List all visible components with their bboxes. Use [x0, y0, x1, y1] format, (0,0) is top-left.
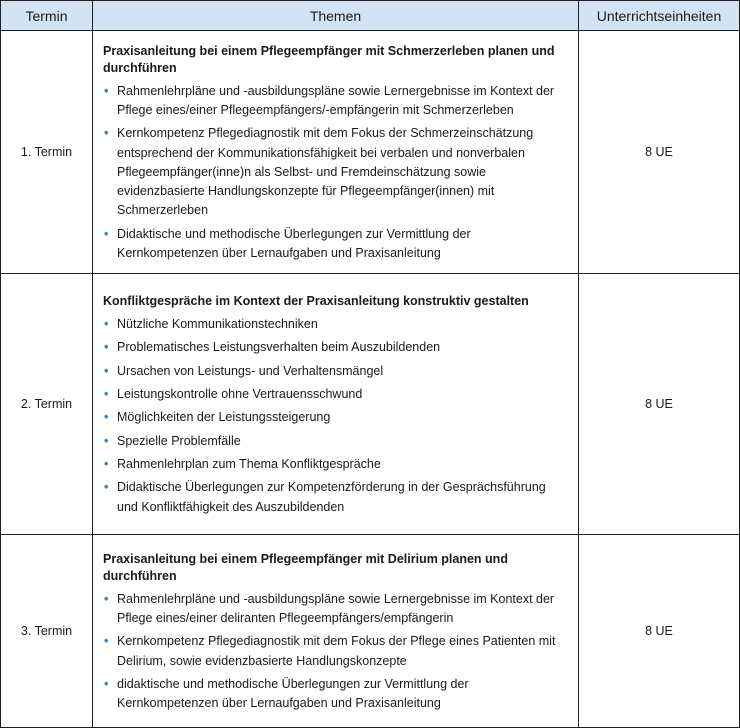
bullet-icon: •: [104, 387, 109, 402]
bullet-icon: •: [104, 126, 109, 141]
table-row: [1, 535, 740, 728]
list-item: [103, 124, 568, 220]
ue-cell: 8 UE: [579, 274, 740, 535]
list-item-text: Problematisches Leistungsverhalten beim Auszubildenden: [117, 340, 441, 355]
bullet-icon: •: [104, 676, 109, 691]
topic-title: Konfliktgespräche im Kontext der Praxisanleitung konstruktiv gestalten: [103, 294, 529, 309]
list-item: [103, 82, 568, 121]
list-item: [103, 432, 568, 451]
bullet-icon: •: [104, 340, 109, 355]
table-row: [1, 274, 740, 535]
bullet-icon: •: [104, 83, 109, 98]
list-item: [103, 225, 568, 264]
bullet-icon: •: [104, 591, 109, 606]
list-item-text: Kernkompetenz Pflegediagnostik mit dem Fokus der Pflege eines Patienten mit Delirium, sowie evidenzbasierte Handlungskonzepte: [117, 634, 556, 668]
list-item-text: Kernkompetenz Pflegediagnostik mit dem Fokus der Schmerzeinschätzung entsprechend der Kommunikationsfähigkeit bei verbalen und nonverbalen Pflegeempfänger(inne)n als Selbst- und Fremdeinschätzung sowie evidenzbasierte Handlungskonzepte für Pflegeempfänger(innen) mit Schmerzerleben: [117, 126, 534, 218]
list-item-text: Nützliche Kommunikationstechniken: [117, 317, 318, 332]
bullet-icon: •: [104, 480, 109, 495]
list-item-text: Rahmenlehrpläne und -ausbildungspläne sowie Lernergebnisse im Kontext der Pflege eines/einer deliranten Pflegeempfängers/empfängerin: [117, 591, 555, 625]
topic-list: [103, 590, 568, 714]
list-item-text: Rahmenlehrpläne und -ausbildungspläne sowie Lernergebnisse im Kontext der Pflege eines/einer Pflegeempfängers/-empfängerin mit Schmerzerleben: [117, 83, 555, 117]
list-item: [103, 315, 568, 334]
list-item-text: Möglichkeiten der Leistungssteigerung: [117, 410, 331, 425]
themen-cell: [93, 274, 579, 535]
termin-cell: 3. Termin: [1, 535, 93, 728]
table-row: [1, 31, 740, 274]
list-item: [103, 362, 568, 381]
topic-title: Praxisanleitung bei einem Pflegeempfänger mit Delirium planen und durchführen: [103, 551, 508, 583]
list-item: [103, 385, 568, 404]
list-item-text: Rahmenlehrplan zum Thema Konfliktgespräche: [117, 456, 381, 471]
themen-cell: [93, 31, 579, 274]
list-item: [103, 632, 568, 671]
list-item-text: didaktische und methodische Überlegungen zur Vermittlung der Kernkompetenzen über Lernaufgaben und Praxisanleitung: [117, 676, 469, 711]
themen-cell: [93, 535, 579, 728]
bullet-icon: •: [104, 226, 109, 241]
ue-cell: 8 UE: [579, 535, 740, 728]
bullet-icon: •: [104, 634, 109, 649]
header-termin: Termin: [1, 1, 93, 31]
header-unterrichtseinheiten: Unterrichtseinheiten: [579, 1, 740, 31]
list-item-text: Leistungskontrolle ohne Vertrauensschwund: [117, 387, 363, 402]
bullet-icon: •: [104, 433, 109, 448]
topic-list: [103, 315, 568, 517]
list-item: [103, 675, 568, 714]
table-header-row: [1, 1, 740, 31]
termin-cell: 2. Termin: [1, 274, 93, 535]
list-item-text: Ursachen von Leistungs- und Verhaltensmängel: [117, 363, 384, 378]
list-item-text: Spezielle Problemfälle: [117, 433, 241, 448]
bullet-icon: •: [104, 410, 109, 425]
list-item-text: Didaktische Überlegungen zur Kompetenzförderung in der Gesprächsführung und Konfliktfähigkeit des Auszubildenden: [117, 480, 546, 514]
bullet-icon: •: [104, 363, 109, 378]
termin-cell: 1. Termin: [1, 31, 93, 274]
list-item: [103, 408, 568, 427]
header-themen: Themen: [93, 1, 579, 31]
list-item: [103, 590, 568, 629]
topic-title: Praxisanleitung bei einem Pflegeempfänger mit Schmerzerleben planen und durchführen: [103, 43, 555, 75]
list-item: [103, 455, 568, 474]
topic-list: [103, 82, 568, 264]
list-item: [103, 478, 568, 517]
bullet-icon: •: [104, 317, 109, 332]
list-item-text: Didaktische und methodische Überlegungen zur Vermittlung der Kernkompetenzen über Lernaufgaben und Praxisanleitung: [117, 226, 471, 261]
ue-cell: 8 UE: [579, 31, 740, 274]
bullet-icon: •: [104, 456, 109, 471]
list-item: [103, 338, 568, 357]
